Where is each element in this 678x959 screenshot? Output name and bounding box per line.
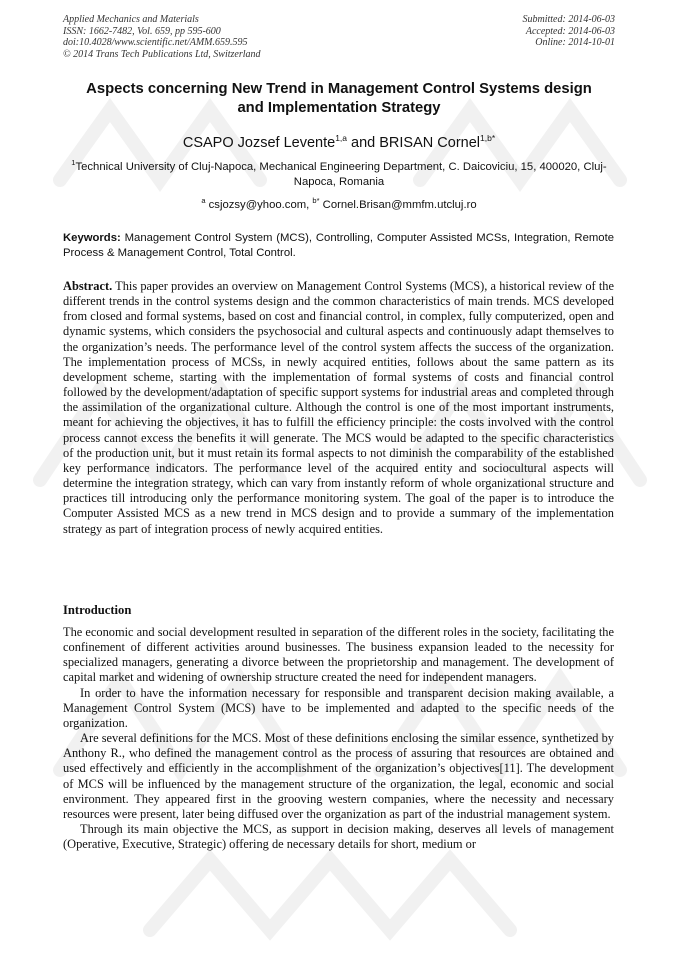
section-heading-introduction: Introduction (63, 603, 132, 617)
paper-title (50, 80, 628, 118)
intro-paragraph-1: The economic and social development resulted in separation of the different roles in the society, facilitating the confinement of different activities around businesses. The business expansion leaded to the necessity for specialized managers, generating a divorce between the proprietorship and management. The development of capital market and widening of ownership structure created the need for independent managers. (63, 625, 614, 685)
issn-line: ISSN: 1662-7482, Vol. 659, pp 595-600 (63, 25, 221, 37)
title-line-2: and Implementation Strategy (237, 100, 441, 116)
copyright-line: © 2014 Trans Tech Publications Ltd, Switzerland (63, 48, 261, 60)
online-date: Online: 2014-10-01 (535, 37, 615, 49)
author-conjunction: and (347, 135, 380, 151)
publication-dates (523, 14, 616, 49)
keywords-text: Management Control System (MCS), Controlling, Computer Assisted MCSs, Integration, Remote Process & Management Control, Total Control. (63, 232, 614, 259)
email-b[interactable]: Cornel.Brisan@mmfm.utcluj.ro (322, 199, 477, 211)
journal-info (63, 14, 261, 60)
abstract (63, 279, 614, 537)
affiliation-marker: 1 (71, 158, 76, 167)
submitted-date: Submitted: 2014-06-03 (522, 14, 615, 25)
title-line-1: Aspects concerning New Trend in Management Control Systems design (86, 81, 592, 97)
author-1: CSAPO Jozsef Levente (182, 135, 336, 151)
introduction-body (63, 625, 614, 852)
abstract-label: Abstract. (63, 279, 113, 293)
accepted-date: Accepted: 2014-06-03 (525, 25, 615, 37)
author-1-affil: 1,a (335, 133, 348, 143)
author-2-affil: 1,b* (480, 133, 496, 143)
intro-paragraph-4: Through its main objective the MCS, as support in decision making, deserves all levels of management (Operative, Executive, Strategic) offering de necessary details for short, medium or (63, 822, 614, 852)
author-line (40, 129, 638, 152)
author-2: BRISAN Cornel (379, 135, 480, 151)
author-emails (63, 193, 615, 213)
affiliation-text: Technical University of Cluj-Napoca, Mechanical Engineering Department, C. Daicoviciu, 15, 400020, Cluj-Napoca, Romania (75, 161, 607, 188)
email-a-marker: a (201, 196, 206, 205)
email-b-marker: b* (312, 196, 320, 205)
intro-paragraph-3: Are several definitions for the MCS. Most of these definitions enclosing the similar essence, synthetized by Anthony R., who defined the management control as the process of assuring that resources are obtained and used effectively and efficiently in the accomplishment of the organization’s objectives[11]. The development of MCS will be influenced by the management structure of the organization, the legal, economic and social environment. They appeared first in the grooving western companies, where the necessity and necessary resources were present, later being diffused over the organization as part of the industrial management system. (63, 731, 614, 821)
keywords (63, 231, 614, 260)
email-a[interactable]: csjozsy@yhoo.com, (208, 199, 310, 211)
affiliation (63, 155, 615, 190)
journal-name: Applied Mechanics and Materials (63, 14, 199, 25)
abstract-text: This paper provides an overview on Management Control Systems (MCS), a historical review of the different trends in the control systems design and the common characteristics of main trends. MCS developed from closed and formal systems, based on cost and financial control, in complex, fully computerized, open and dynamic systems, which considers the psychosocial and cultural aspects and continuously adapt themselves to the organization’s needs. The performance level of the control system affects the success of the organization. The implementation process of MCSs, in newly acquired entities, follows about the same pattern as its development scheme, starting with the implementation of formal systems of costs and financial control followed by the development/adaptation of specific support systems for industrial areas and completed through the assimilation of the organizational culture. Although the control is one of the most important instruments, meant for achieving the objectives, it has to fulfill the efficiency principle: the costs involved with the control process cannot excess the benefits it will generate. The MCS would be adapted to the specific characteristics of the production unit, but it must retain its formal aspects to not diminish the comparability of the established key performance indicators. The performance level of the acquired entity and sociocultural aspects will determine the integration strategy, which can vary from instantly reform of whole organizational structure and practices till introducing only the performance monitoring system. The goal of the paper is to introduce the Computer Assisted MCS as a new trend in MCS design and to provide a summary of the implementation strategy as part of integration process of newly acquired entities. (63, 279, 614, 536)
doi-line: doi:10.4028/www.scientific.net/AMM.659.595 (63, 37, 248, 49)
intro-paragraph-2: In order to have the information necessary for responsible and transparent decision making available, a Management Control System (MCS) have to be implemented and adapted to the specific needs of the organization. (63, 685, 614, 730)
keywords-label: Keywords: (63, 232, 121, 244)
